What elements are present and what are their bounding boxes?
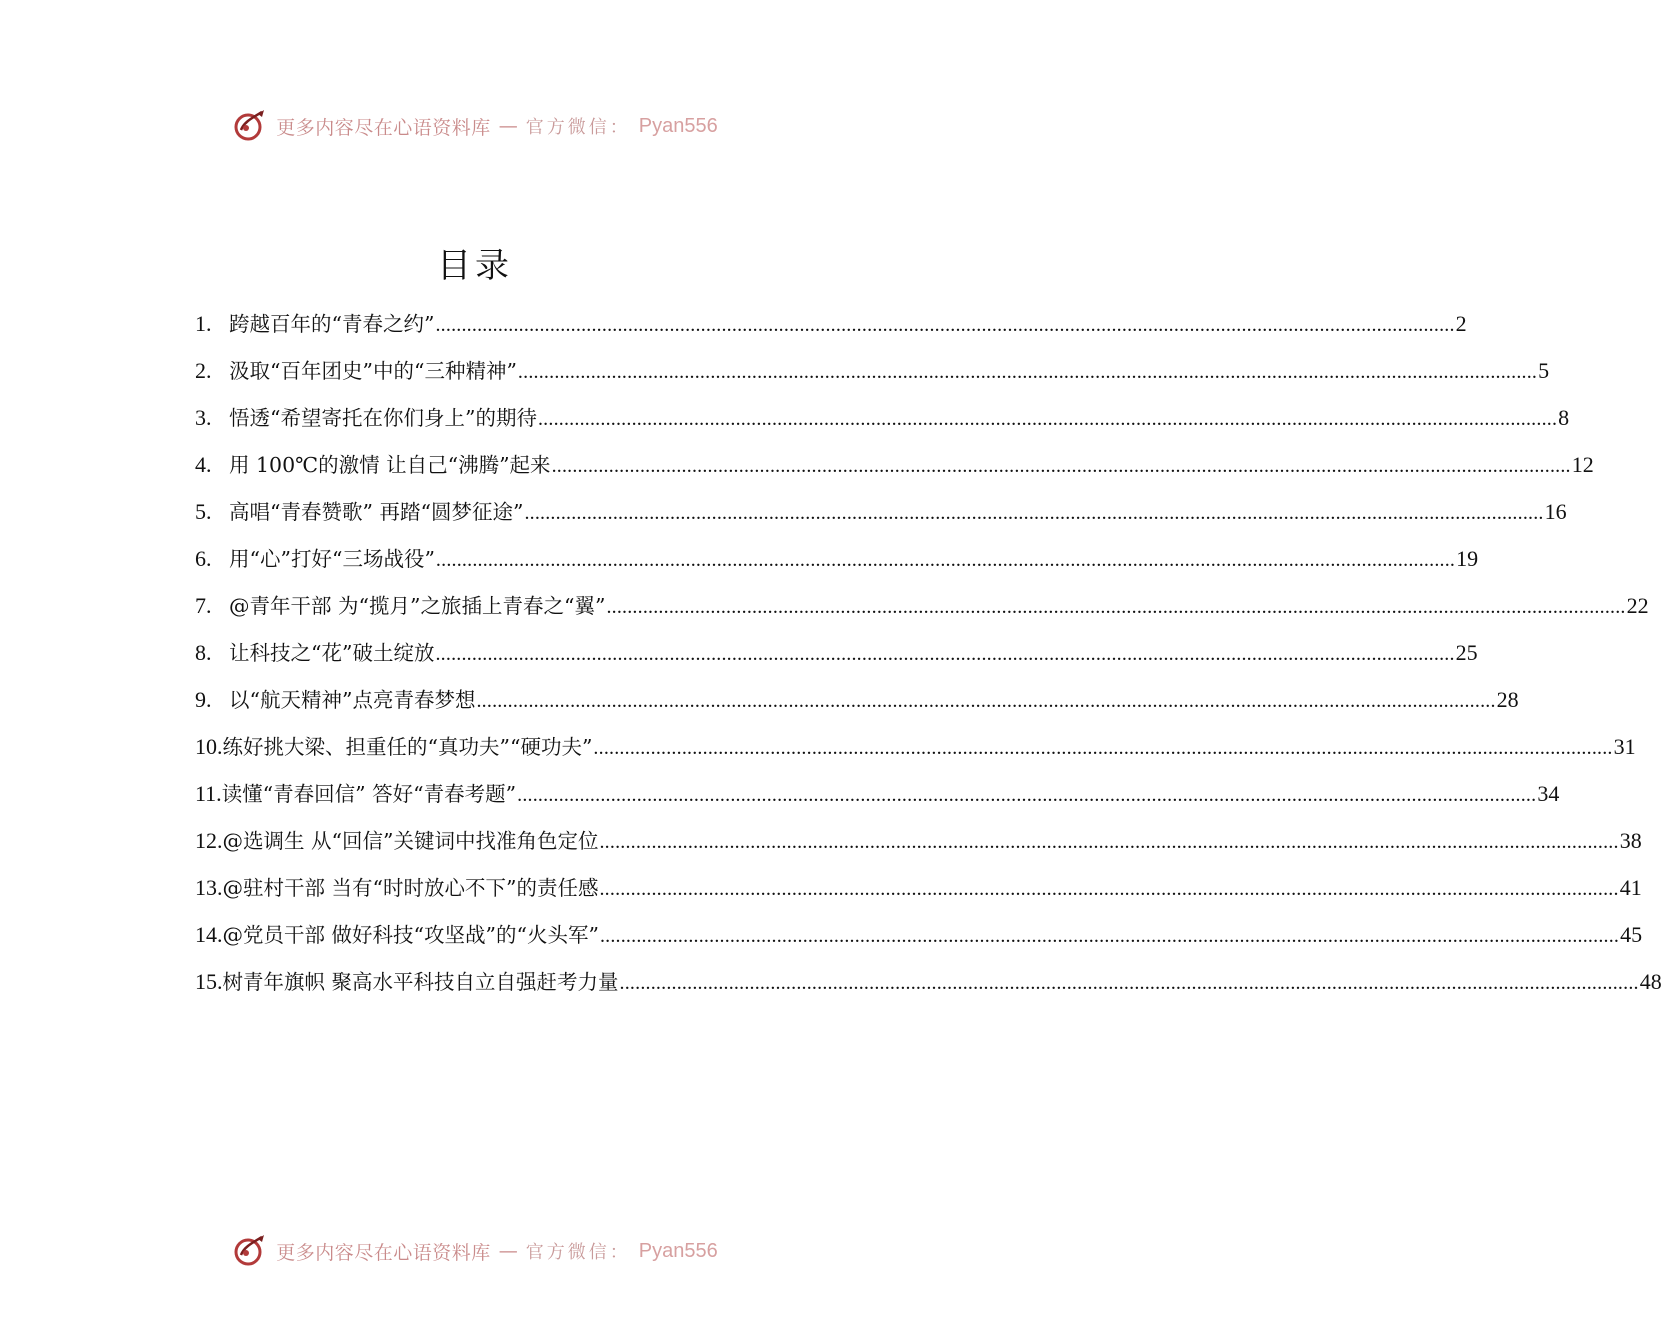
toc-dot-leader	[518, 349, 1537, 396]
toc-entry-title: 树青年旗帜 聚高水平科技自立自强赶考力量	[222, 970, 619, 994]
toc-entry-title: 跨越百年的“青春之约”	[229, 312, 435, 336]
toc-entry-page: 19	[1456, 546, 1479, 571]
toc-entry[interactable]	[195, 441, 1594, 488]
pen-logo-icon	[232, 1233, 268, 1269]
toc-dot-leader	[538, 396, 1557, 443]
toc-entry-number: 10.	[195, 734, 223, 759]
toc-dot-leader	[552, 443, 1571, 490]
toc-list	[195, 300, 1662, 1005]
toc-entry-title: 用 100℃的激情 让自己“沸腾”起来	[229, 453, 551, 477]
toc-entry-page: 16	[1544, 499, 1567, 524]
toc-entry[interactable]	[195, 817, 1642, 864]
toc-entry-title: @选调生 从“回信”关键词中找准角色定位	[222, 829, 599, 853]
toc-entry[interactable]	[195, 488, 1567, 535]
toc-entry-number: 13.	[195, 875, 223, 900]
toc-entry-page: 48	[1639, 969, 1662, 994]
toc-entry-page: 28	[1496, 687, 1519, 712]
toc-entry-page: 34	[1537, 781, 1560, 806]
toc-entry[interactable]	[195, 394, 1570, 441]
toc-entry-number: 1.	[195, 311, 212, 336]
toc-entry-title: 高唱“青春赞歌” 再踏“圆梦征途”	[229, 500, 524, 524]
toc-entry-number: 9.	[195, 687, 212, 712]
toc-entry-number: 4.	[195, 452, 212, 477]
toc-entry-title: @党员干部 做好科技“攻坚战”的“火头军”	[222, 923, 599, 947]
toc-dot-leader	[517, 772, 1536, 819]
toc-entry-title: 读懂“青春回信” 答好“青春考题”	[221, 782, 517, 806]
watermark-text: 更多内容尽在心语资料库	[276, 1241, 491, 1264]
toc-entry-number: 2.	[195, 358, 212, 383]
toc-entry-page: 2	[1455, 311, 1467, 336]
toc-entry-page: 8	[1558, 405, 1570, 430]
toc-dot-leader	[435, 631, 1454, 678]
watermark-dash: —	[498, 115, 518, 137]
toc-entry-page: 12	[1571, 452, 1594, 477]
toc-entry-number: 14.	[195, 922, 223, 947]
toc-entry-title: 悟透“希望寄托在你们身上”的期待	[229, 406, 537, 430]
toc-entry-number: 15.	[195, 969, 223, 994]
toc-dot-leader	[606, 584, 1625, 631]
toc-entry[interactable]	[195, 535, 1479, 582]
toc-title: 目录	[437, 246, 513, 286]
toc-entry-page: 25	[1455, 640, 1478, 665]
toc-entry-title: @青年干部 为“揽月”之旅插上青春之“翼”	[229, 594, 606, 618]
toc-entry[interactable]	[195, 582, 1649, 629]
toc-entry-page: 38	[1619, 828, 1642, 853]
toc-entry[interactable]	[195, 864, 1642, 911]
toc-dot-leader	[524, 490, 1543, 537]
toc-entry-number: 11.	[195, 781, 222, 806]
toc-dot-leader	[436, 537, 1455, 584]
toc-entry-title: 练好挑大梁、担重任的“真功夫”“硬功夫”	[222, 735, 593, 759]
toc-dot-leader	[600, 913, 1619, 960]
watermark-wechat-label: 官方微信：	[525, 1242, 631, 1263]
toc-entry-number: 12.	[195, 828, 223, 853]
toc-entry-number: 5.	[195, 499, 212, 524]
watermark-wechat-label: 官方微信：	[525, 117, 631, 138]
toc-dot-leader	[599, 819, 1618, 866]
toc-entry[interactable]	[195, 958, 1662, 1005]
watermark-wechat-id: Pyan556	[638, 1239, 718, 1262]
toc-dot-leader	[599, 866, 1618, 913]
toc-entry[interactable]	[195, 676, 1519, 723]
toc-entry-page: 45	[1620, 922, 1643, 947]
toc-entry-title: 用“心”打好“三场战役”	[229, 547, 435, 571]
pen-logo-icon	[232, 108, 268, 144]
toc-entry-page: 22	[1626, 593, 1649, 618]
toc-dot-leader	[476, 678, 1495, 725]
toc-entry[interactable]	[195, 770, 1560, 817]
toc-entry-page: 5	[1538, 358, 1550, 383]
toc-entry[interactable]	[195, 347, 1550, 394]
toc-entry-number: 3.	[195, 405, 212, 430]
footer-watermark	[0, 1233, 950, 1269]
toc-entry[interactable]	[195, 911, 1643, 958]
watermark-dash: —	[498, 1240, 518, 1262]
toc-entry-page: 31	[1613, 734, 1636, 759]
toc-dot-leader	[620, 960, 1639, 1007]
toc-entry-page: 41	[1619, 875, 1642, 900]
toc-entry[interactable]	[195, 300, 1467, 347]
watermark-wechat-id: Pyan556	[638, 114, 718, 137]
toc-entry-number: 7.	[195, 593, 212, 618]
toc-dot-leader	[593, 725, 1612, 772]
toc-entry[interactable]	[195, 723, 1636, 770]
toc-entry-number: 6.	[195, 546, 212, 571]
header-watermark	[0, 108, 950, 144]
toc-dot-leader	[435, 302, 1454, 349]
toc-entry-title: 让科技之“花”破土绽放	[229, 641, 435, 665]
toc-entry-title: @驻村干部 当有“时时放心不下”的责任感	[222, 876, 599, 900]
toc-entry-title: 汲取“百年团史”中的“三种精神”	[229, 359, 517, 383]
toc-entry-number: 8.	[195, 640, 212, 665]
toc-entry-title: 以“航天精神”点亮青春梦想	[229, 688, 476, 712]
toc-entry[interactable]	[195, 629, 1478, 676]
watermark-text: 更多内容尽在心语资料库	[276, 116, 491, 139]
